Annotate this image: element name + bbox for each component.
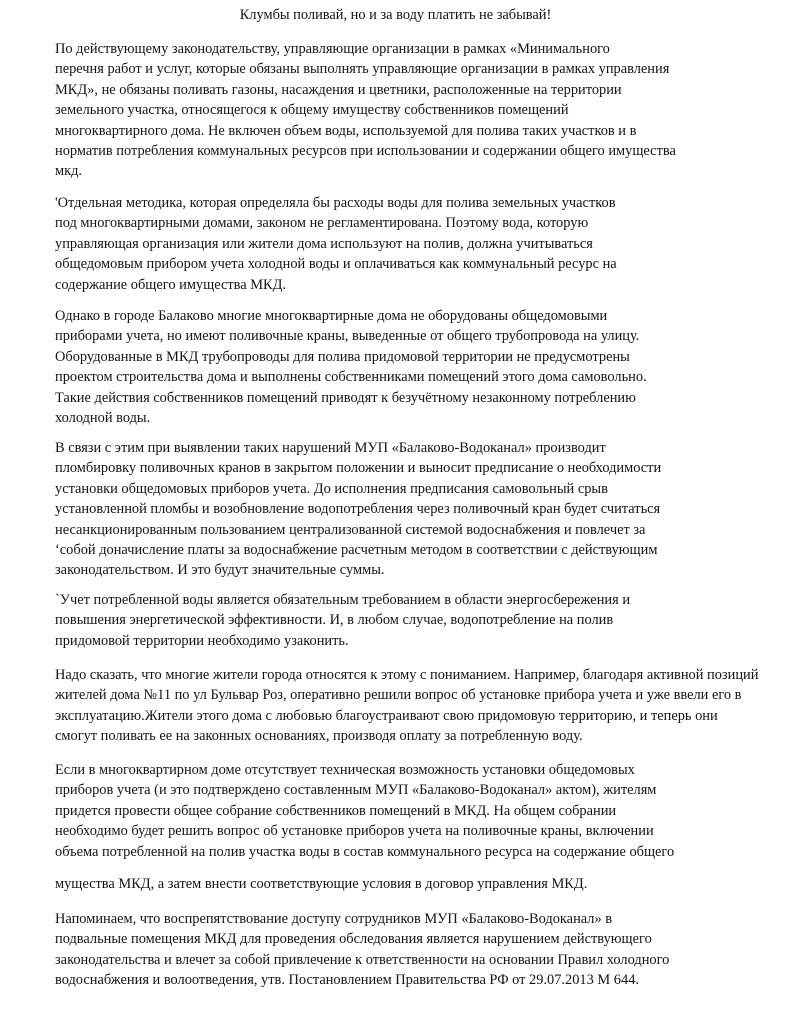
text-line: Однако в городе Балаково многие многоквартирные дома не оборудованы общедомовыми <box>55 308 608 324</box>
text-line: мкд. <box>55 163 83 180</box>
text-line: Напоминаем, что воспрепятствование доступу сотрудников МУП «Балаково-Водоканал» в <box>55 911 613 927</box>
paragraph-metering-requirement <box>55 590 630 651</box>
text-line: МКД», не обязаны поливать газоны, насаждения и цветники, расположенные на территории <box>55 81 622 98</box>
text-line: 'Отдельная методика, которая определяла бы расходы воды для полива земельных участков <box>55 195 616 211</box>
text-line: пломбировку поливочных кранов в закрытом положении и выносит предписание о необходимости <box>55 460 662 477</box>
text-line: приборами учета, но имеют поливочные краны, выведенные от общего трубопровода на улицу. <box>55 328 640 345</box>
text-line: подвальные помещения МКД для проведения обследования является нарушением действующего <box>55 931 652 948</box>
text-line: В связи с этим при выявлении таких нарушений МУП «Балаково-Водоканал» производит <box>55 440 606 456</box>
text-line: `Учет потребленной воды является обязательным требованием в области энергосбережения и <box>55 592 631 608</box>
text-line: Оборудованные в МКД трубопроводы для полива придомовой территории не предусмотрены <box>55 348 630 365</box>
text-line: жителей дома №11 по ул Бульвар Роз, оперативно решили вопрос об установке прибора учета и уже ввели его в <box>55 687 742 704</box>
text-line: мущества МКД, а затем внести соответствующие условия в договор управления МКД. <box>55 876 588 892</box>
text-line: холодной воды. <box>55 409 151 426</box>
text-line: приборов учета (и это подтверждено составленным МУП «Балаково-Водоканал» актом), жителям <box>55 782 657 799</box>
text-line: законодательства и влечет за собой привлечение к ответственности на основании Правил холодного <box>55 951 670 968</box>
text-line: необходимо будет решить вопрос об установке приборов учета на поливочные краны, включении <box>55 823 654 840</box>
paragraph-general-meeting <box>55 760 674 862</box>
text-line: содержание общего имущества МКД. <box>55 276 287 293</box>
text-line: установки общедомовых приборов учета. До исполнения предписания самовольный срыв <box>55 480 608 497</box>
text-line: смогут поливать ее на законных основаниях, производя оплату за потребленную воду. <box>55 728 583 745</box>
text-line: По действующему законодательству, управляющие организации в рамках «Минимального <box>55 41 610 57</box>
document-title: Клумбы поливай, но и за воду платить не забывай! <box>239 7 552 23</box>
paragraph-methodology <box>55 193 617 295</box>
text-line: Надо сказать, что многие жители города относятся к этому с пониманием. Например, благодаря активной позиций <box>55 667 759 683</box>
paragraph-legal-obligations <box>55 39 676 182</box>
paragraph-sealing-measures <box>55 438 661 581</box>
text-line: норматив потребления коммунальных ресурсов при использовании и содержании общего имущества <box>55 142 676 159</box>
text-line: объема потребленной на полив участка воды в состав коммунального ресурса на содержание общего <box>55 843 675 860</box>
text-line: перечня работ и услуг, которые обязаны выполнять управляющие организации в рамках управления <box>55 61 670 78</box>
text-line: эксплуатацию.Жители этого дома с любовью благоустраивают свою придомовую территорию, и теперь они <box>55 707 718 724</box>
text-line: управляющая организация или жители дома используют на полив, должна учитываться <box>55 235 593 252</box>
text-line: установленной пломбы и возобновление водопотребления через поливочный кран будет считаться <box>55 501 661 518</box>
paragraph-residents-example <box>55 665 758 747</box>
text-line: несанкционированным пользованием централизованной системой водоснабжения и повлечет за <box>55 521 646 538</box>
text-line: придомовой территории необходимо узаконить. <box>55 632 349 649</box>
text-line: повышения энергетической эффективности. И, в любом случае, водопотребление на полив <box>55 612 614 629</box>
text-line: Такие действия собственников помещений приводят к безучётному незаконному потреблению <box>55 389 636 406</box>
paragraph-balakovo-situation <box>55 306 647 428</box>
text-line: многоквартирного дома. Не включен объем воды, используемой для полива таких участков и в <box>55 122 637 139</box>
text-line: проектом строительства дома и выполнены собственниками помещений этого дома самовольно. <box>55 369 647 386</box>
text-line: водоснабжения и волоотведения, утв. Постановлением Правительства РФ от 29.07.2013 М 644. <box>55 972 639 989</box>
text-line: Если в многоквартирном доме отсутствует техническая возможность установки общедомовых <box>55 762 635 778</box>
text-line: придется провести общее собрание собственников помещений в МКД. На общем собрании <box>55 802 617 819</box>
text-line: ‘собой доначисление платы за водоснабжение расчетным методом в соответствии с действующим <box>55 541 658 558</box>
text-line: земельного участка, относящегося к общему имуществу собственников помещений <box>55 102 569 119</box>
paragraph-access-reminder <box>55 909 669 991</box>
text-line: общедомовым прибором учета холодной воды и оплачиваться как коммунальный ресурс на <box>55 256 617 273</box>
text-line: законодательством. И это будут значительные суммы. <box>55 562 385 579</box>
text-line: под многоквартирными домами, законом не регламентирована. Поэтому вода, которую <box>55 215 589 232</box>
paragraph-general-meeting-continued <box>55 874 587 894</box>
